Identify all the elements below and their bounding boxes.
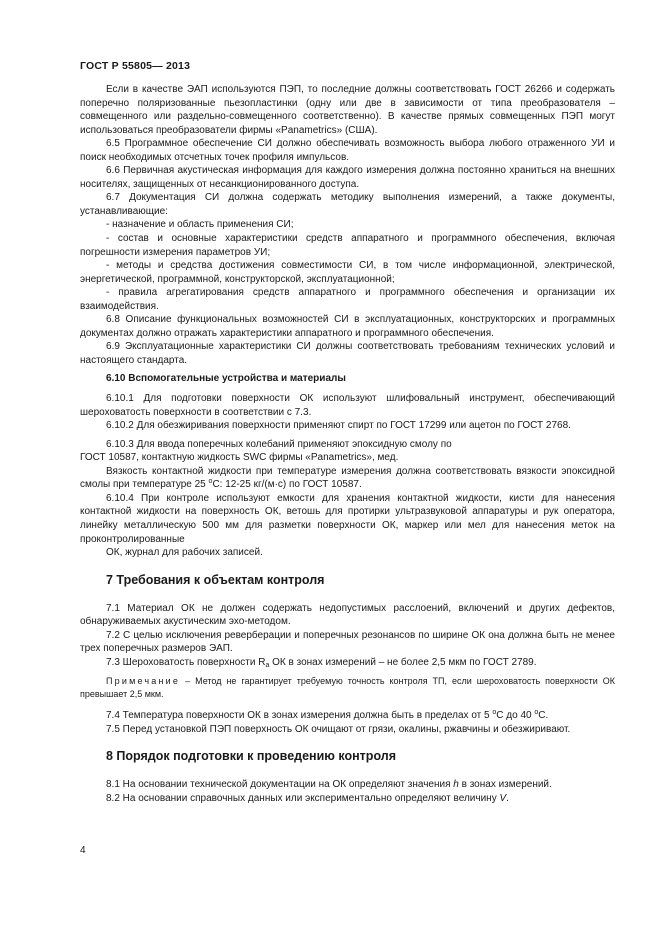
clause-6-9: 6.9 Эксплуатационные характеристики СИ должны соответствовать требованиям технических условий и настоящего стандарта. [80, 341, 615, 366]
clause-6-10-4: 6.10.4 При контроле используют емкости для хранения контактной жидкости, кисти для нанесения контактной жидкости на поверхность ОК, ветошь для протирки ультразвуковой аппаратуры и рук оператора, линейку металлическую 500 мм для разметки поверхности ОК, маркер или мел для нанесения меток на проконтролированные [80, 492, 615, 545]
clause-6-5: 6.5 Программное обеспечение СИ должно обеспечивать возможность выбора любого отраженного УИ и поиск необходимых отсчетных точек профиля импульсов. [80, 138, 615, 163]
list-item: - правила агрегатирования средств аппаратного и программного обеспечения и организации их взаимодействия. [80, 287, 615, 312]
document-header: ГОСТ Р 55805— 2013 [80, 60, 191, 72]
clause-7-4-text-b: С до 40 [496, 710, 535, 722]
paragraph-pep-requirements: Если в качестве ЭАП используются ПЭП, то последние должны соответствовать ГОСТ 26266 и содержать поперечно поляризованные пьезопластинки (одну или две в зависимости от типа преобразователя – совмещенного или раздельно-совмещенного соответственно). В качестве прямых совмещенных ПЭП могут использоваться преобразователи фирмы «Panametrics» (США). [80, 84, 615, 136]
clause-6-7: 6.7 Документация СИ должна содержать методику выполнения измерений, а также документы, устанавливающие: [80, 192, 615, 217]
clause-7-3-text-a: 7.3 Шероховатость поверхности R [106, 656, 266, 668]
roughness-subscript: a [265, 661, 270, 669]
note-label: Примечание [106, 676, 181, 687]
section-heading-7: 7 Требования к объектам контроля [106, 572, 325, 587]
clause-6-10-1: 6.10.1 Для подготовки поверхности ОК используют шлифовальный инструмент, обеспечивающий шероховатость поверхности в соответствии с 7.3. [80, 393, 615, 418]
clause-8-1-text-b: в зонах измерений. [458, 779, 552, 791]
document-body [80, 83, 615, 806]
section-heading-8: 8 Порядок подготовки к проведению контроля [106, 749, 397, 764]
clause-8-1-text-a: 8.1 На основании технической документации на ОК определяют значения [106, 779, 454, 791]
clause-8-2-text-a: 8.2 На основании справочных данных или экспериментально определяют величину [106, 792, 500, 804]
clause-6-10-3-continued: ГОСТ 10587, контактную жидкость SWC фирмы «Panametrics», мед. [80, 452, 399, 464]
clause-6-6: 6.6 Первичная акустическая информация для каждого измерения должна постоянно храниться на внешних носителях, защищенных от несанкционированного доступа. [80, 165, 615, 190]
viscosity-text-a: Вязкость контактной жидкости при температуре измерения должна соответствовать вязкости эпоксидной смолы при температуре 25 [80, 465, 615, 491]
clause-7-3 [80, 656, 615, 670]
degree-symbol: o [492, 709, 497, 717]
clause-6-10-3: 6.10.3 Для ввода поперечных колебаний применяют эпоксидную смолу по [106, 438, 452, 450]
list-item: - состав и основные характеристики средств аппаратного и программного обеспечения, включая погрешности измерения параметров УИ; [80, 233, 615, 258]
variable-h: h [453, 779, 459, 791]
variable-v: V [499, 792, 507, 804]
clause-7-5: 7.5 Перед установкой ПЭП поверхность ОК очищают от грязи, окалины, ржавчины и обезжиривают. [106, 723, 571, 735]
degree-symbol: o [534, 709, 539, 717]
clause-7-4-text-a: 7.4 Температура поверхности ОК в зонах измерения должна быть в пределах от 5 [106, 710, 493, 722]
clause-6-8: 6.8 Описание функциональных возможностей СИ в эксплуатационных, конструкторских и программных документах должно отражать характеристики аппаратного и программного обеспечения. [80, 314, 615, 339]
clause-6-10-2: 6.10.2 Для обезжиривания поверхности применяют спирт по ГОСТ 17299 или ацетон по ГОСТ 2768. [106, 420, 571, 432]
list-item: - назначение и область применения СИ; [106, 219, 294, 231]
note [80, 675, 615, 701]
clause-7-4 [80, 709, 615, 723]
clause-7-1: 7.1 Материал ОК не должен содержать недопустимых расслоений, включений и других дефектов, обнаруживаемых акустическим эхо-методом. [80, 602, 615, 628]
clause-7-3-text-b: ОК в зонах измерений – не более 2,5 мкм по ГОСТ 2789. [269, 656, 537, 668]
clause-7-2: 7.2 С целью исключения реверберации и поперечных резонансов по ширине ОК она должна быть не менее трех поперечных размеров ЭАП. [80, 629, 615, 655]
note-text: – Метод не гарантирует требуемую точность контроля ТП, если шероховатость поверхности ОК превышает 2,5 мкм. [80, 676, 615, 700]
viscosity-paragraph [80, 465, 615, 492]
list-item: - методы и средства достижения совместимости СИ, в том числе информационной, электрической, энергетической, программной, конструкторской, эксплуатационной; [80, 260, 615, 285]
viscosity-text-b: С: 12-25 кг/(м·с) по ГОСТ 10587. [212, 479, 362, 491]
clause-6-10-4-continued: ОК, журнал для рабочих записей. [106, 547, 263, 559]
clause-8-1 [80, 778, 615, 792]
degree-symbol: o [208, 478, 213, 486]
page-number: 4 [80, 845, 86, 856]
clause-8-2-text-b: . [506, 792, 509, 804]
subsection-heading-6-10: 6.10 Вспомогательные устройства и материалы [106, 373, 346, 385]
clause-7-4-text-c: С. [538, 710, 549, 722]
clause-8-2 [80, 792, 615, 806]
